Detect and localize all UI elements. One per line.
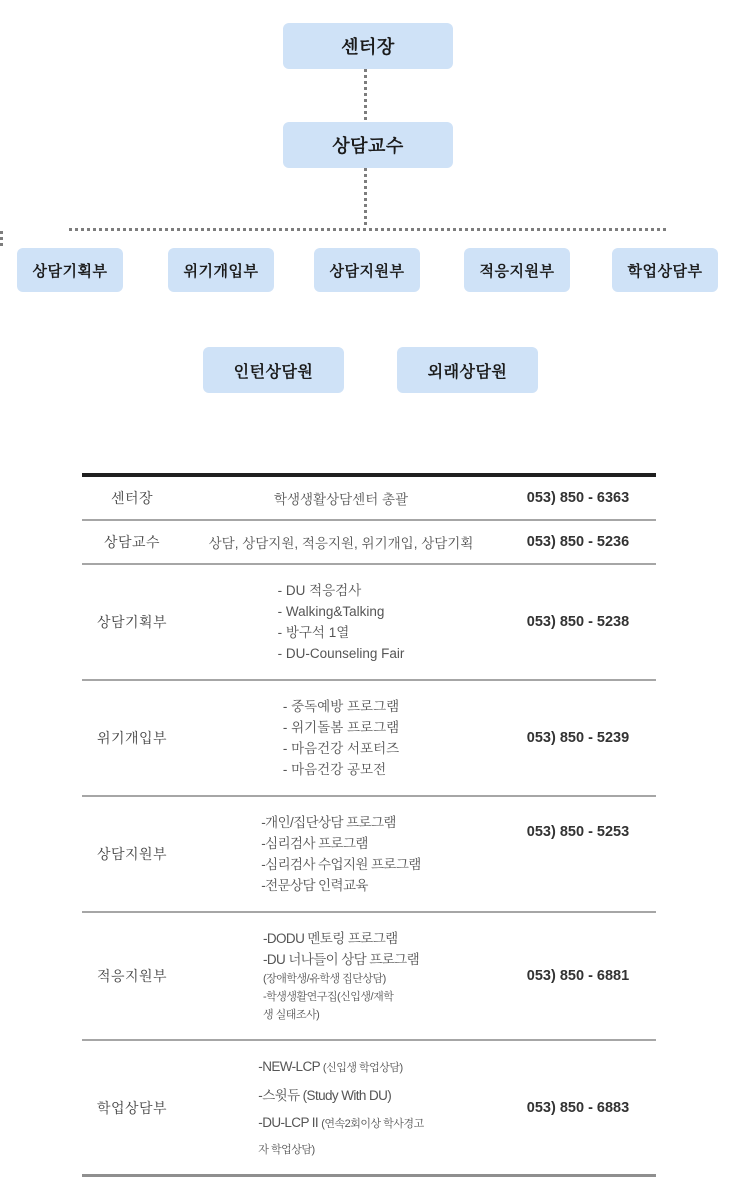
row-description: 상담, 상담지원, 적응지원, 위기개입, 상담기획 xyxy=(208,536,474,551)
row-description: -개인/집단상담 프로그램 -심리검사 프로그램 -심리검사 수업지원 프로그램 -전문상담 인력교육 xyxy=(261,815,421,893)
row-description: - 중독예방 프로그램 - 위기돌봄 프로그램 - 마음건강 서포터즈 - 마음건강 공모전 xyxy=(282,699,400,777)
table-row-dept-academic xyxy=(82,1041,656,1174)
row-description: - DU 적응검사 - Walking&Talking - 방구석 1열 - DU-Counseling Fair xyxy=(277,583,405,661)
org-box-center-director: 센터장 xyxy=(283,23,453,69)
org-box-dept-planning: 상담기획부 xyxy=(17,248,123,292)
row-title: 상담교수 xyxy=(103,534,161,550)
table-row-dept-crisis xyxy=(82,681,656,797)
table-row-counseling-professor xyxy=(82,521,656,565)
row-title: 위기개입부 xyxy=(96,730,168,746)
org-box-visiting-counselor: 외래상담원 xyxy=(397,347,538,393)
row-phone: 053) 850 - 5236 xyxy=(526,534,630,550)
org-box-counseling-professor: 상담교수 xyxy=(283,122,453,168)
connector-line xyxy=(364,168,367,228)
row-description: -NEW-LCP (신입생 학업상담) -스윗듀 (Study With DU) -DU-LCP II (연속2회이상 학사경고 자 학업상담) xyxy=(258,1059,424,1156)
org-chart xyxy=(0,0,730,440)
row-description: 학생생활상담센터 총괄 xyxy=(273,492,409,507)
row-phone: 053) 850 - 6363 xyxy=(526,490,630,506)
connector-stub xyxy=(0,231,3,248)
row-title: 학업상담부 xyxy=(96,1099,168,1116)
connector-line xyxy=(69,228,667,231)
table-row-dept-adjust-support xyxy=(82,913,656,1041)
org-box-intern-counselor: 인턴상담원 xyxy=(203,347,344,393)
org-box-dept-academic: 학업상담부 xyxy=(612,248,718,292)
org-box-dept-crisis: 위기개입부 xyxy=(168,248,274,292)
org-box-dept-counsel-support: 상담지원부 xyxy=(314,248,420,292)
row-phone: 053) 850 - 6883 xyxy=(526,1099,630,1116)
row-description: -DODU 멘토링 프로그램 -DU 너나들이 상담 프로그램 (장애학생/유학생 집단상담) -학생생활연구집(신입생/재학 생 실태조사) xyxy=(262,931,420,1021)
connector-line xyxy=(364,69,367,122)
table-row-dept-planning xyxy=(82,565,656,681)
row-title: 상담기획부 xyxy=(96,614,168,630)
row-title: 센터장 xyxy=(110,490,154,506)
row-title: 상담지원부 xyxy=(96,846,168,862)
table-row-center-director xyxy=(82,477,656,521)
org-box-dept-adjust-support: 적응지원부 xyxy=(464,248,570,292)
row-phone: 053) 850 - 6881 xyxy=(526,968,630,984)
row-phone: 053) 850 - 5253 xyxy=(526,824,630,840)
row-phone: 053) 850 - 5238 xyxy=(526,614,630,630)
row-title: 적응지원부 xyxy=(96,968,168,984)
info-table xyxy=(82,473,656,1177)
row-phone: 053) 850 - 5239 xyxy=(526,730,630,746)
table-row-dept-counsel-support xyxy=(82,797,656,913)
